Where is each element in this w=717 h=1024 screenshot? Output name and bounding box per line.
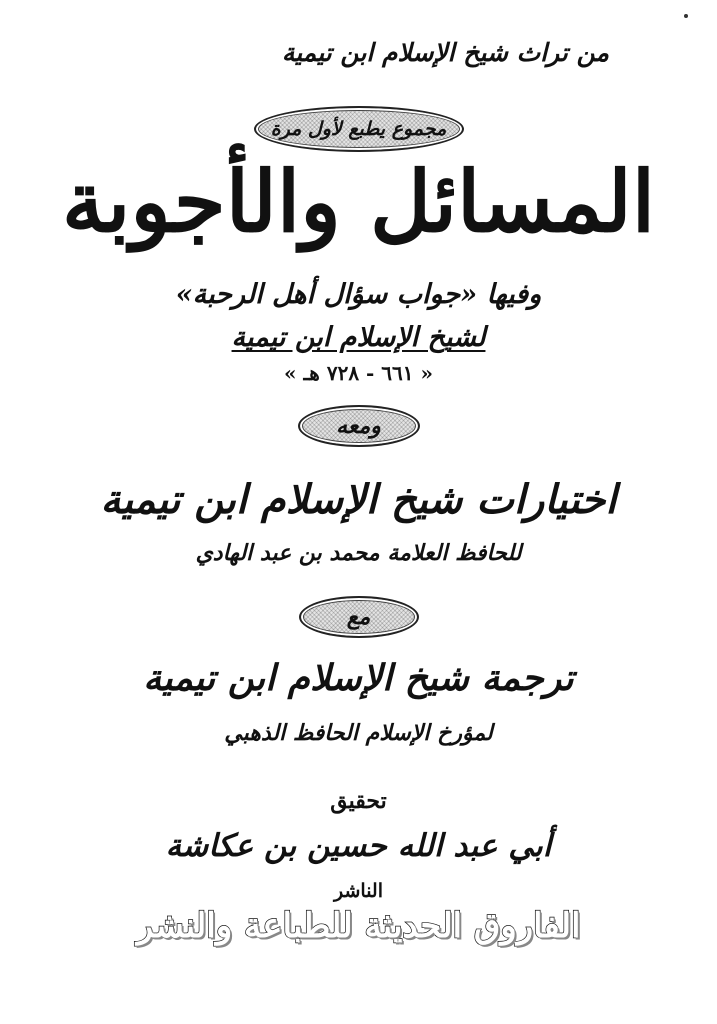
- with-badge-2: [299, 596, 419, 638]
- with-badge-1: [298, 405, 420, 447]
- editor-name: أبي عبد الله حسين بن عكاشة: [165, 828, 552, 864]
- first-print-badge: [254, 106, 464, 152]
- publisher-name: الفاروق الحديثة للطباعة والنشر: [136, 906, 581, 946]
- section1-title: اختيارات شيخ الإسلام ابن تيمية: [100, 476, 617, 523]
- section2-author: لمؤرخ الإسلام الحافظ الذهبي: [224, 720, 493, 746]
- section2-title: ترجمة شيخ الإسلام ابن تيمية: [143, 657, 574, 699]
- publisher-label: الناشر: [334, 880, 383, 902]
- with-badge-1-label: ومعه: [336, 413, 381, 439]
- author-dates: « ٦٦١ - ٧٢٨ هـ »: [283, 361, 433, 385]
- author-line: لشيخ الإسلام ابن تيمية: [231, 322, 486, 353]
- includes-line: وفيها «جواب سؤال أهل الرحبة»: [175, 279, 542, 310]
- scan-speck: [684, 14, 688, 18]
- main-title: المسائل والأجوبة: [61, 152, 656, 251]
- with-badge-2-label: مع: [346, 604, 371, 630]
- section1-author: للحافظ العلامة محمد بن عبد الهادي: [195, 540, 522, 566]
- tahqiq-label: تحقيق: [330, 788, 387, 814]
- series-heading: من تراث شيخ الإسلام ابن تيمية: [281, 38, 609, 67]
- first-print-badge-label: مجموع يطبع لأول مرة: [270, 118, 447, 140]
